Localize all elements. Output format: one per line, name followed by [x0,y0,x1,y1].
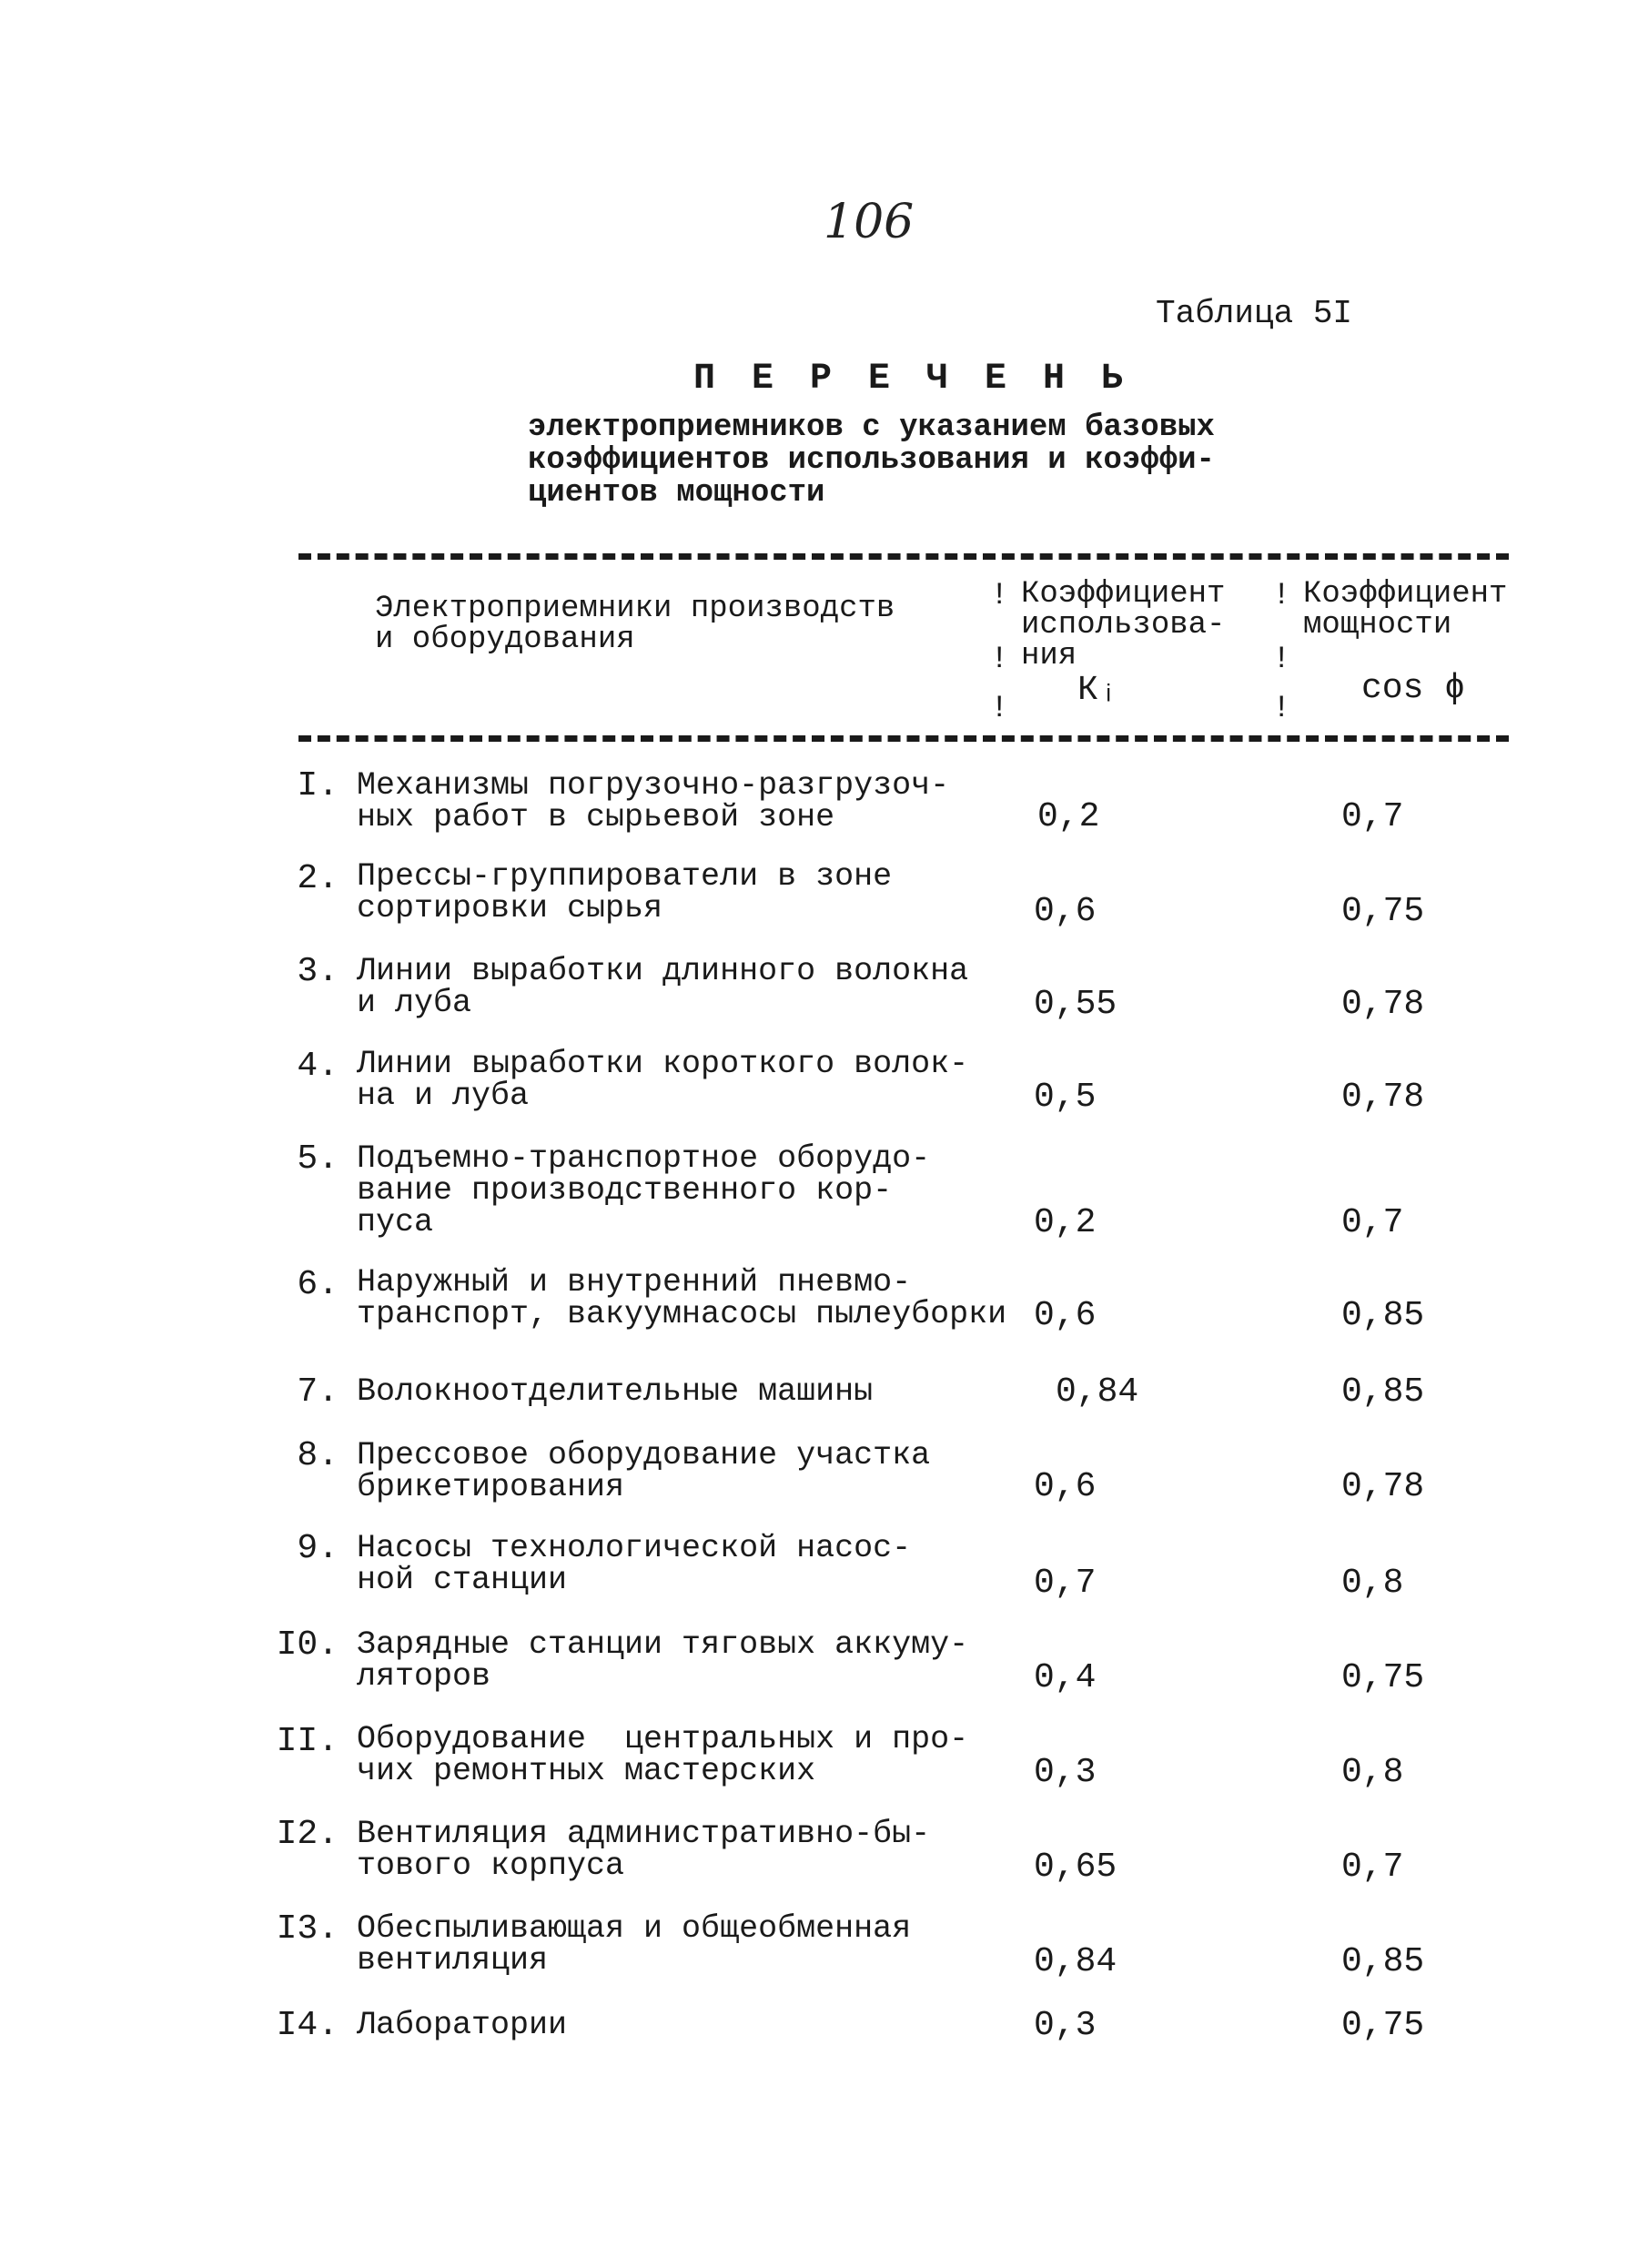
row-number: I0. [276,1625,339,1665]
column-separator: ! [990,579,1009,613]
row-power-factor: 0,78 [1341,1078,1425,1117]
column-separator: ! [1272,643,1291,677]
row-number: 7. [297,1372,339,1412]
row-power-factor: 0,78 [1341,1467,1425,1506]
row-equipment-name: Обеспыливающая и общеобменная вентиляция [357,1910,912,1979]
row-equipment-name: Прессовое оборудование участка брикетирования [357,1437,931,1505]
page-number: 106 [824,195,915,249]
row-equipment-name: Лаборатории [357,2007,568,2043]
row-equipment-name: Вентиляция административно-бы- тового корпуса [357,1816,931,1884]
row-power-factor: 0,85 [1341,1372,1425,1412]
row-usage-coefficient: 0,5 [1034,1078,1097,1117]
row-equipment-name: Насосы технологической насос- ной станции [357,1530,912,1598]
header-cos-symbol: cos ϕ [1361,669,1466,708]
row-usage-coefficient: 0,2 [1034,1203,1097,1242]
row-equipment-name: Прессы-группирователи в зоне сортировки сырья [357,858,893,926]
table-label: Таблица 5I [1156,295,1353,332]
row-usage-coefficient: 0,4 [1034,1658,1097,1697]
row-usage-coefficient: 0,55 [1034,985,1117,1024]
row-number: 6. [297,1265,339,1304]
row-number: 8. [297,1436,339,1475]
row-usage-coefficient: 0,65 [1034,1848,1117,1887]
column-separator: ! [1272,692,1291,726]
row-equipment-name: Механизмы погрузочно-разгрузоч- ных работ в сырьевой зоне [357,767,950,835]
row-number: I2. [276,1815,339,1854]
row-number: II. [276,1722,339,1761]
row-equipment-name: Оборудование центральных и про- чих ремонтных мастерских [357,1721,969,1789]
header-ki-symbol: Кᵢ [1077,671,1119,710]
row-equipment-name: Наружный и внутренний пневмо- транспорт, вакуумнасосы пылеуборки [357,1264,1007,1332]
row-power-factor: 0,7 [1341,1203,1404,1242]
row-usage-coefficient: 0,6 [1034,1296,1097,1335]
row-number: I4. [276,2006,339,2045]
document-subtitle: электроприемников с указанием базовых коэффициентов использования и коэффи- циентов мощности [528,410,1215,511]
row-power-factor: 0,75 [1341,2006,1425,2045]
row-number: 4. [297,1047,339,1086]
row-number: I3. [276,1909,339,1949]
row-usage-coefficient: 0,3 [1034,1753,1097,1792]
row-equipment-name: Зарядные станции тяговых аккуму- ляторов [357,1626,969,1695]
row-power-factor: 0,7 [1341,1848,1404,1887]
row-number: 9. [297,1529,339,1568]
row-equipment-name: Подъемно-транспортное оборудо- вание производственного кор- пуса [357,1140,931,1240]
row-usage-coefficient: 0,84 [1056,1372,1139,1412]
row-power-factor: 0,8 [1341,1753,1404,1792]
column-separator: ! [990,643,1009,677]
row-power-factor: 0,85 [1341,1942,1425,1981]
row-usage-coefficient: 0,3 [1034,2006,1097,2045]
column-separator: ! [990,692,1009,726]
header-col-equipment: Электроприемники производств и оборудования [375,592,895,657]
column-separator: ! [1272,579,1291,613]
row-equipment-name: Линии выработки длинного волокна и луба [357,953,969,1021]
row-usage-coefficient: 0,6 [1034,1467,1097,1506]
row-equipment-name: Волокноотделительные машины [357,1373,874,1410]
row-power-factor: 0,8 [1341,1564,1404,1603]
row-power-factor: 0,78 [1341,985,1425,1024]
row-power-factor: 0,75 [1341,892,1425,931]
row-usage-coefficient: 0,6 [1034,892,1097,931]
row-number: 2. [297,859,339,898]
row-usage-coefficient: 0,2 [1037,797,1100,836]
table-top-rule [298,553,1509,560]
row-power-factor: 0,85 [1341,1296,1425,1335]
row-number: I. [297,766,339,805]
document-title: П Е Р Е Ч Е Н Ь [693,359,1131,400]
row-power-factor: 0,7 [1341,797,1404,836]
row-power-factor: 0,75 [1341,1658,1425,1697]
row-number: 5. [297,1139,339,1179]
header-col-usage-coefficient: Коэффициент использова- ния [1021,577,1226,673]
header-col-power-factor: Коэффициент мощности [1303,577,1508,643]
table-header-rule [298,735,1509,742]
row-equipment-name: Линии выработки короткого волок- на и луба [357,1046,969,1114]
row-usage-coefficient: 0,84 [1034,1942,1117,1981]
row-usage-coefficient: 0,7 [1034,1564,1097,1603]
row-number: 3. [297,952,339,991]
